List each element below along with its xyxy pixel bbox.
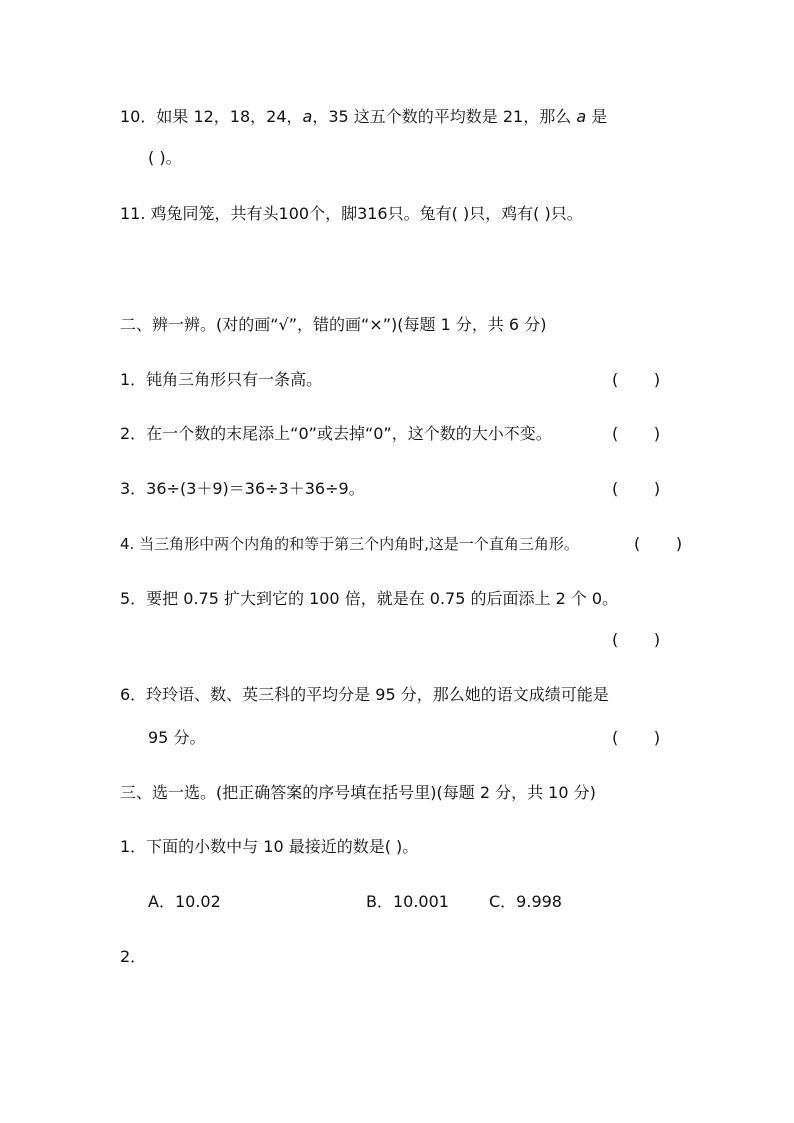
question-10-text-c: 是 — [586, 107, 608, 126]
question-10 — [120, 106, 607, 128]
judge-item-3-answer: ( ) — [612, 479, 661, 498]
judge-item-6-continued: 95 分。 — [148, 728, 206, 747]
judge-item-2-answer: ( ) — [612, 424, 661, 443]
section-2-heading: 二、辨一辨。(对的画“√”，错的画“×”)(每题 1 分，共 6 分) — [120, 315, 547, 334]
option-a: A．10.02 — [148, 892, 221, 911]
choice-question-1: 1．下面的小数中与 10 最接近的数是( )。 — [120, 837, 419, 856]
judge-item-4-answer: ( ) — [634, 534, 683, 553]
option-c: C．9.998 — [489, 892, 562, 911]
judge-item-3: 3．36÷(3＋9)＝36÷3＋36÷9。 — [120, 479, 365, 498]
question-10-text-b: ，35 这五个数的平均数是 21，那么 — [312, 107, 577, 126]
judge-item-5-answer: ( ) — [612, 630, 661, 649]
question-10-answer-blank: ( )。 — [148, 148, 182, 167]
choice-question-2: 2． — [120, 947, 147, 966]
judge-item-1-answer: ( ) — [612, 370, 661, 389]
question-11: 11. 鸡兔同笼，共有头100个，脚316只。兔有( )只，鸡有( )只。 — [120, 204, 583, 223]
variable-a: a — [576, 107, 587, 126]
option-b: B．10.001 — [366, 892, 449, 911]
judge-item-4: 4. 当三角形中两个内角的和等于第三个内角时,这是一个直角三角形。 — [120, 535, 579, 553]
question-10-text-a: 10．如果 12，18，24， — [120, 107, 303, 126]
section-3-heading: 三、选一选。(把正确答案的序号填在括号里)(每题 2 分，共 10 分) — [120, 783, 596, 802]
judge-item-6: 6．玲玲语、数、英三科的平均分是 95 分，那么她的语文成绩可能是 — [120, 685, 609, 704]
judge-item-2: 2．在一个数的末尾添上“0”或去掉“0”，这个数的大小不变。 — [120, 424, 552, 443]
variable-a: a — [302, 107, 313, 126]
judge-item-1: 1．钝角三角形只有一条高。 — [120, 370, 323, 389]
judge-item-5: 5．要把 0.75 扩大到它的 100 倍，就是在 0.75 的后面添上 2 个 0。 — [120, 589, 619, 608]
judge-item-6-answer: ( ) — [612, 728, 661, 747]
